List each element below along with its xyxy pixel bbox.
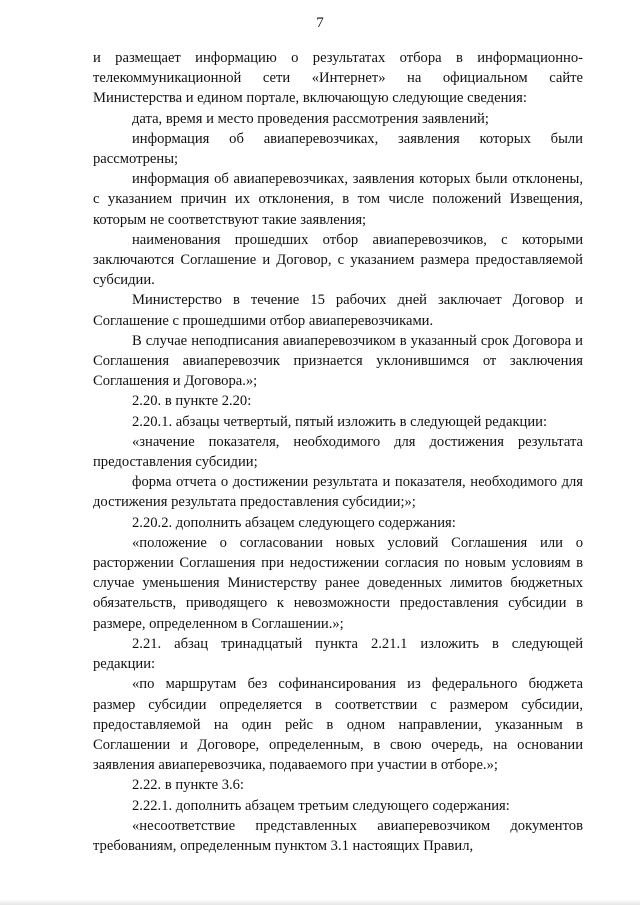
paragraph: В случае неподписания авиаперевозчиком в указанный срок Договора и Соглашения авиаперевозчик признается уклонившимся от заключения Соглашения и Договора.»; <box>93 332 583 390</box>
document-body <box>93 48 583 856</box>
paragraph: информация об авиаперевозчиках, заявления которых были рассмотрены; <box>93 130 583 168</box>
paragraph: 2.20.2. дополнить абзацем следующего содержания: <box>132 514 456 531</box>
paragraph: 2.20.1. абзацы четвертый, пятый изложить в следующей редакции: <box>132 413 548 430</box>
paragraph: наименования прошедших отбор авиаперевозчиков, с которыми заключаются Соглашение и Договор, с указанием размера предоставляемой субсидии. <box>93 231 583 289</box>
paragraph: «по маршрутам без софинансирования из федерального бюджета размер субсидии определяется в соответствии с размером субсидии, предоставляемой на один рейс в одном направлении, указанным в Соглашении и Договоре, определенным, в свою очередь, на основании заявления авиаперевозчика, подаваемого при участии в отборе.»; <box>93 676 583 774</box>
scan-bottom-edge <box>0 899 640 905</box>
page-number: 7 <box>316 15 324 31</box>
paragraph: «значение показателя, необходимого для достижения результата предоставления субсидии; <box>93 433 583 471</box>
paragraph: и размещает информацию о результатах отбора в информационно-телекоммуникационной сети «Интернет» на официальном сайте Министерства и едином портале, включающую следующие сведения: <box>93 50 583 107</box>
paragraph: информация об авиаперевозчиках, заявления которых были отклонены, с указанием причин их отклонения, в том числе положений Извещения, которым не соответствуют такие заявления; <box>93 171 583 228</box>
paragraph: форма отчета о достижении результата и показателя, необходимого для достижения результата предоставления субсидии;»; <box>93 474 583 511</box>
paragraph: 2.21. абзац тринадцатый пункта 2.21.1 изложить в следующей редакции: <box>93 635 583 673</box>
paragraph: 2.20. в пункте 2.20: <box>132 393 252 410</box>
paragraph: «несоответствие представленных авиаперевозчиком документов требованиям, определенным пунктом 3.1 настоящих Правил, <box>93 817 583 854</box>
paragraph: «положение о согласовании новых условий Соглашения или о расторжении Соглашения при недостижении согласия по новым условиям в случае уменьшения Министерству ранее доведенных лимитов бюджетных обязательств, приводящего к невозможности предоставления субсидии в размере, определенном в Соглашении.»; <box>93 534 583 632</box>
paragraph: 2.22.1. дополнить абзацем третьим следующего содержания: <box>132 797 510 814</box>
paragraph: 2.22. в пункте 3.6: <box>132 777 244 794</box>
paragraph: Министерство в течение 15 рабочих дней заключает Договор и Соглашение с прошедшими отбор авиаперевозчиками. <box>93 292 583 329</box>
paragraph: дата, время и место проведения рассмотрения заявлений; <box>132 110 489 127</box>
